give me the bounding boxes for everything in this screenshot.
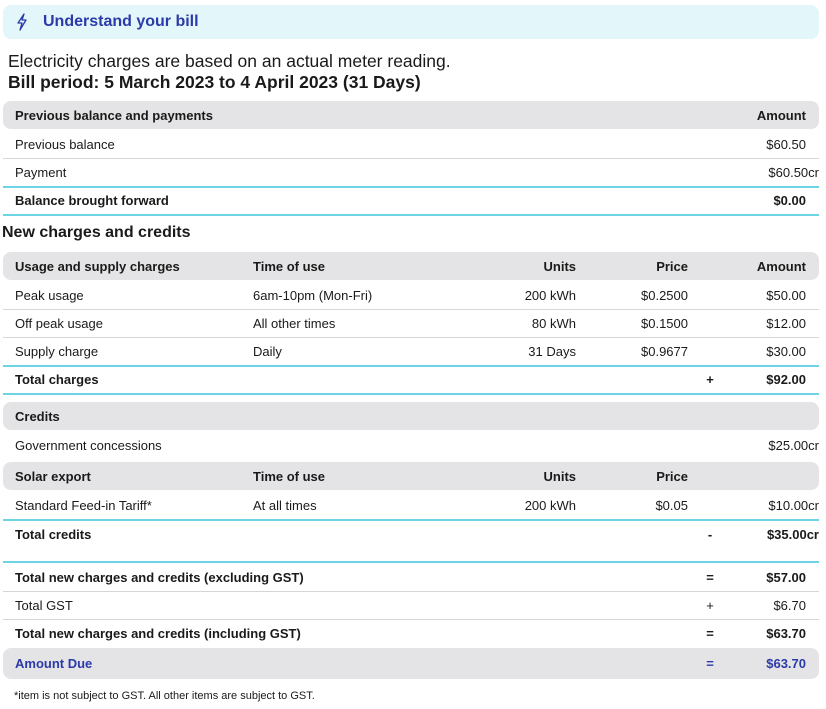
row-time: Daily bbox=[253, 343, 282, 359]
summary-row-gst bbox=[3, 591, 819, 620]
row-label: Supply charge bbox=[15, 343, 99, 359]
row-price: $0.9677 bbox=[641, 343, 688, 359]
row-amount: $12.00 bbox=[766, 315, 806, 331]
credit-suffix: cr bbox=[806, 526, 819, 542]
row-amount: $30.00 bbox=[766, 343, 806, 359]
row-amount: $63.70 bbox=[766, 625, 806, 641]
equals-sign: = bbox=[706, 656, 714, 671]
row-label: Government concessions bbox=[15, 437, 162, 453]
time-of-use-header: Time of use bbox=[253, 468, 326, 484]
credits-header bbox=[3, 402, 819, 430]
amount-header: Amount bbox=[756, 258, 806, 274]
credit-suffix: cr bbox=[808, 497, 819, 513]
row-label: Off peak usage bbox=[15, 315, 103, 331]
time-of-use-header: Time of use bbox=[253, 258, 326, 274]
credit-suffix: cr bbox=[808, 164, 819, 180]
minus-sign: - bbox=[707, 526, 713, 542]
table-row bbox=[3, 281, 819, 310]
table-row bbox=[3, 309, 819, 338]
units-header: Units bbox=[543, 258, 576, 274]
bill-period: Bill period: 5 March 2023 to 4 April 2023 (31 Days) bbox=[8, 72, 421, 92]
row-price: $0.2500 bbox=[641, 287, 688, 303]
price-header: Price bbox=[656, 258, 688, 274]
row-amount-cr bbox=[768, 431, 819, 459]
amount-header: Amount bbox=[756, 107, 806, 123]
row-amount: $92.00 bbox=[766, 371, 806, 387]
equals-sign: = bbox=[706, 625, 714, 641]
total-credits-row bbox=[3, 520, 819, 548]
table-row bbox=[3, 431, 819, 459]
row-amount: $35.00 bbox=[766, 526, 807, 542]
row-amount: $10.00 bbox=[768, 497, 809, 513]
summary-row-excl-gst bbox=[3, 561, 819, 592]
row-time: 6am-10pm (Mon-Fri) bbox=[253, 287, 373, 303]
new-charges-title: New charges and credits bbox=[2, 224, 191, 241]
table-row bbox=[3, 337, 819, 367]
amount-due-row bbox=[3, 648, 819, 679]
row-amount: $50.00 bbox=[766, 287, 806, 303]
row-amount-cr bbox=[767, 520, 819, 548]
row-time: All other times bbox=[253, 315, 336, 331]
understand-bill-banner[interactable] bbox=[3, 5, 819, 39]
gst-footnote: *item is not subject to GST. All other items are subject to GST. bbox=[14, 690, 315, 702]
row-units: 200 kWh bbox=[524, 287, 576, 303]
usage-header bbox=[3, 252, 819, 280]
units-header: Units bbox=[543, 468, 576, 484]
equals-sign: = bbox=[706, 569, 714, 585]
previous-balance-header bbox=[3, 101, 819, 129]
plus-sign: + bbox=[706, 597, 714, 613]
row-units: 200 kWh bbox=[524, 497, 576, 513]
row-units: 80 kWh bbox=[531, 315, 576, 331]
row-label: Total new charges and credits (including GST) bbox=[15, 625, 301, 641]
row-amount: $60.50 bbox=[768, 164, 809, 180]
row-label: Payment bbox=[15, 164, 67, 180]
row-label: Balance brought forward bbox=[15, 192, 169, 208]
total-charges-row bbox=[3, 365, 819, 395]
credits-header-label: Credits bbox=[15, 408, 60, 424]
table-row bbox=[3, 158, 819, 188]
row-amount-cr bbox=[768, 158, 819, 186]
price-header: Price bbox=[656, 468, 688, 484]
row-amount-cr bbox=[768, 491, 819, 519]
row-label: Total credits bbox=[15, 526, 92, 542]
summary-row-incl-gst bbox=[3, 619, 819, 647]
row-label: Total new charges and credits (excluding GST) bbox=[15, 569, 304, 585]
row-price: $0.1500 bbox=[641, 315, 688, 331]
credit-suffix: cr bbox=[808, 437, 819, 453]
lightning-bolt-icon bbox=[15, 12, 35, 32]
row-label: Standard Feed-in Tariff* bbox=[15, 497, 152, 513]
table-row bbox=[3, 130, 819, 159]
row-time: At all times bbox=[253, 497, 317, 513]
previous-balance-header-label: Previous balance and payments bbox=[15, 107, 213, 123]
row-label: Total charges bbox=[15, 371, 99, 387]
balance-brought-forward-row bbox=[3, 186, 819, 216]
banner-title: Understand your bill bbox=[43, 13, 199, 30]
row-label: Total GST bbox=[15, 597, 73, 613]
row-price: $0.05 bbox=[655, 497, 688, 513]
row-label: Previous balance bbox=[15, 136, 115, 152]
usage-header-label: Usage and supply charges bbox=[15, 258, 180, 274]
meter-reading-note: Electricity charges are based on an actual meter reading. bbox=[8, 51, 451, 71]
row-amount: $6.70 bbox=[773, 597, 806, 613]
row-amount: $60.50 bbox=[766, 136, 806, 152]
row-amount: $25.00 bbox=[768, 437, 809, 453]
row-amount: $57.00 bbox=[766, 569, 806, 585]
table-row bbox=[3, 491, 819, 521]
solar-export-header bbox=[3, 462, 819, 490]
row-label: Peak usage bbox=[15, 287, 84, 303]
row-amount: $0.00 bbox=[773, 192, 806, 208]
plus-sign: + bbox=[706, 371, 714, 387]
amount-due-label: Amount Due bbox=[15, 656, 93, 671]
amount-due-value: $63.70 bbox=[766, 656, 806, 671]
row-units: 31 Days bbox=[528, 343, 576, 359]
solar-header-label: Solar export bbox=[15, 468, 91, 484]
